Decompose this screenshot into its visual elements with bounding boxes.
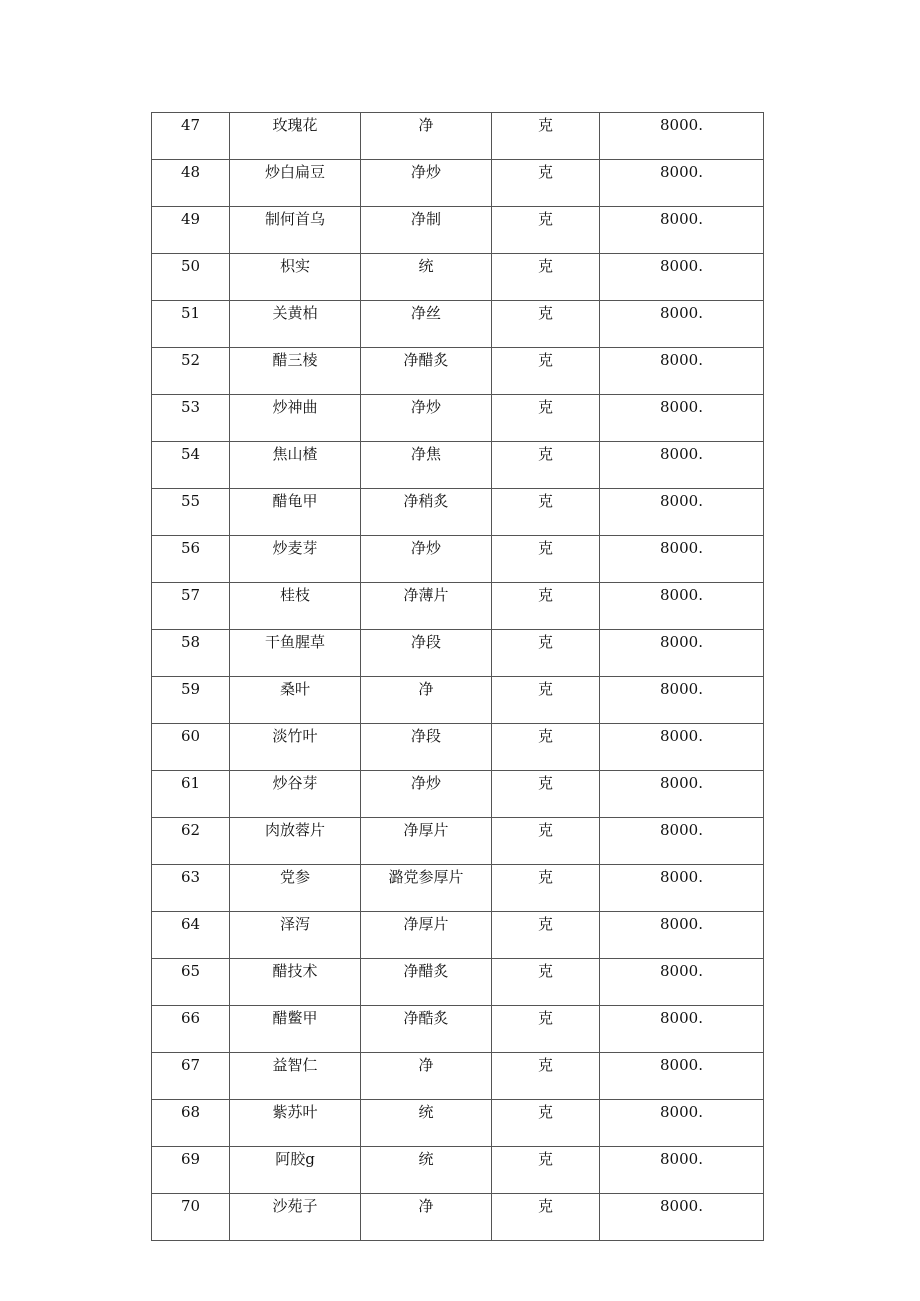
amount-cell: 8000.	[600, 630, 764, 677]
row-number-cell: 58	[152, 630, 230, 677]
herb-name-cell: 枳实	[230, 254, 361, 301]
unit-cell: 克	[492, 865, 600, 912]
table-row	[152, 771, 764, 818]
unit-cell: 克	[492, 254, 600, 301]
unit-cell: 克	[492, 724, 600, 771]
unit-cell: 克	[492, 1053, 600, 1100]
amount-cell: 8000.	[600, 489, 764, 536]
row-number-cell: 67	[152, 1053, 230, 1100]
spec-cell: 净	[361, 113, 492, 160]
herb-name-cell: 炒神曲	[230, 395, 361, 442]
amount-cell: 8000.	[600, 301, 764, 348]
herb-name-cell: 桂枝	[230, 583, 361, 630]
row-number-cell: 51	[152, 301, 230, 348]
spec-cell: 净段	[361, 724, 492, 771]
row-number-cell: 47	[152, 113, 230, 160]
unit-cell: 克	[492, 630, 600, 677]
table-row	[152, 818, 764, 865]
spec-cell: 净炒	[361, 160, 492, 207]
table-row	[152, 113, 764, 160]
amount-cell: 8000.	[600, 771, 764, 818]
row-number-cell: 61	[152, 771, 230, 818]
row-number-cell: 56	[152, 536, 230, 583]
herb-name-cell: 焦山楂	[230, 442, 361, 489]
unit-cell: 克	[492, 818, 600, 865]
spec-cell: 净酷炙	[361, 1006, 492, 1053]
row-number-cell: 48	[152, 160, 230, 207]
herb-name-cell: 淡竹叶	[230, 724, 361, 771]
amount-cell: 8000.	[600, 1006, 764, 1053]
spec-cell: 净炒	[361, 395, 492, 442]
herb-name-cell: 泽泻	[230, 912, 361, 959]
herb-name-cell: 益智仁	[230, 1053, 361, 1100]
herb-table-body	[152, 113, 764, 1241]
herb-name-cell: 沙苑子	[230, 1194, 361, 1241]
spec-cell: 净	[361, 1053, 492, 1100]
row-number-cell: 63	[152, 865, 230, 912]
unit-cell: 克	[492, 207, 600, 254]
table-row	[152, 254, 764, 301]
table-row	[152, 489, 764, 536]
unit-cell: 克	[492, 1194, 600, 1241]
table-row	[152, 1100, 764, 1147]
amount-cell: 8000.	[600, 724, 764, 771]
row-number-cell: 68	[152, 1100, 230, 1147]
unit-cell: 克	[492, 348, 600, 395]
table-row	[152, 301, 764, 348]
amount-cell: 8000.	[600, 912, 764, 959]
unit-cell: 克	[492, 160, 600, 207]
table-row	[152, 1006, 764, 1053]
herb-name-cell: 醋龟甲	[230, 489, 361, 536]
amount-cell: 8000.	[600, 113, 764, 160]
amount-cell: 8000.	[600, 207, 764, 254]
herb-name-cell: 干鱼腥草	[230, 630, 361, 677]
amount-cell: 8000.	[600, 677, 764, 724]
row-number-cell: 60	[152, 724, 230, 771]
unit-cell: 克	[492, 1100, 600, 1147]
row-number-cell: 57	[152, 583, 230, 630]
amount-cell: 8000.	[600, 254, 764, 301]
row-number-cell: 54	[152, 442, 230, 489]
table-row	[152, 442, 764, 489]
amount-cell: 8000.	[600, 395, 764, 442]
table-row	[152, 724, 764, 771]
spec-cell: 净薄片	[361, 583, 492, 630]
spec-cell: 净段	[361, 630, 492, 677]
table-row	[152, 912, 764, 959]
row-number-cell: 70	[152, 1194, 230, 1241]
table-row	[152, 583, 764, 630]
row-number-cell: 65	[152, 959, 230, 1006]
herb-name-cell: 炒白扁豆	[230, 160, 361, 207]
unit-cell: 克	[492, 583, 600, 630]
unit-cell: 克	[492, 113, 600, 160]
spec-cell: 净醋炙	[361, 348, 492, 395]
spec-cell: 净丝	[361, 301, 492, 348]
spec-cell: 净醋炙	[361, 959, 492, 1006]
table-row	[152, 1053, 764, 1100]
herb-table	[151, 112, 764, 1241]
unit-cell: 克	[492, 536, 600, 583]
table-row	[152, 395, 764, 442]
herb-name-cell: 关黄柏	[230, 301, 361, 348]
row-number-cell: 50	[152, 254, 230, 301]
table-row	[152, 959, 764, 1006]
spec-cell: 净	[361, 1194, 492, 1241]
unit-cell: 克	[492, 912, 600, 959]
row-number-cell: 55	[152, 489, 230, 536]
unit-cell: 克	[492, 1006, 600, 1053]
amount-cell: 8000.	[600, 348, 764, 395]
table-row	[152, 207, 764, 254]
spec-cell: 净稍炙	[361, 489, 492, 536]
unit-cell: 克	[492, 771, 600, 818]
row-number-cell: 49	[152, 207, 230, 254]
row-number-cell: 59	[152, 677, 230, 724]
spec-cell: 统	[361, 1147, 492, 1194]
row-number-cell: 64	[152, 912, 230, 959]
amount-cell: 8000.	[600, 959, 764, 1006]
spec-cell: 净制	[361, 207, 492, 254]
table-row	[152, 348, 764, 395]
row-number-cell: 66	[152, 1006, 230, 1053]
spec-cell: 净	[361, 677, 492, 724]
amount-cell: 8000.	[600, 1053, 764, 1100]
table-row	[152, 1147, 764, 1194]
unit-cell: 克	[492, 442, 600, 489]
amount-cell: 8000.	[600, 1194, 764, 1241]
herb-name-cell: 制何首乌	[230, 207, 361, 254]
spec-cell: 统	[361, 254, 492, 301]
amount-cell: 8000.	[600, 583, 764, 630]
herb-name-cell: 醋技术	[230, 959, 361, 1006]
spec-cell: 净厚片	[361, 818, 492, 865]
spec-cell: 净炒	[361, 771, 492, 818]
table-row	[152, 865, 764, 912]
table-row	[152, 630, 764, 677]
amount-cell: 8000.	[600, 1147, 764, 1194]
spec-cell: 净焦	[361, 442, 492, 489]
table-row	[152, 160, 764, 207]
herb-name-cell: 玫瑰花	[230, 113, 361, 160]
table-row	[152, 1194, 764, 1241]
unit-cell: 克	[492, 959, 600, 1006]
herb-name-cell: 肉放蓉片	[230, 818, 361, 865]
spec-cell: 潞党参厚片	[361, 865, 492, 912]
herb-name-cell: 党参	[230, 865, 361, 912]
unit-cell: 克	[492, 301, 600, 348]
herb-name-cell: 阿胶g	[230, 1147, 361, 1194]
amount-cell: 8000.	[600, 818, 764, 865]
herb-name-cell: 醋鳖甲	[230, 1006, 361, 1053]
amount-cell: 8000.	[600, 1100, 764, 1147]
row-number-cell: 69	[152, 1147, 230, 1194]
amount-cell: 8000.	[600, 865, 764, 912]
unit-cell: 克	[492, 489, 600, 536]
spec-cell: 统	[361, 1100, 492, 1147]
table-row	[152, 536, 764, 583]
amount-cell: 8000.	[600, 160, 764, 207]
amount-cell: 8000.	[600, 442, 764, 489]
spec-cell: 净炒	[361, 536, 492, 583]
row-number-cell: 62	[152, 818, 230, 865]
unit-cell: 克	[492, 1147, 600, 1194]
amount-cell: 8000.	[600, 536, 764, 583]
herb-name-cell: 紫苏叶	[230, 1100, 361, 1147]
row-number-cell: 53	[152, 395, 230, 442]
herb-name-cell: 炒谷芽	[230, 771, 361, 818]
herb-name-cell: 炒麦芽	[230, 536, 361, 583]
herb-name-cell: 醋三棱	[230, 348, 361, 395]
spec-cell: 净厚片	[361, 912, 492, 959]
table-row	[152, 677, 764, 724]
unit-cell: 克	[492, 677, 600, 724]
unit-cell: 克	[492, 395, 600, 442]
herb-name-cell: 桑叶	[230, 677, 361, 724]
row-number-cell: 52	[152, 348, 230, 395]
